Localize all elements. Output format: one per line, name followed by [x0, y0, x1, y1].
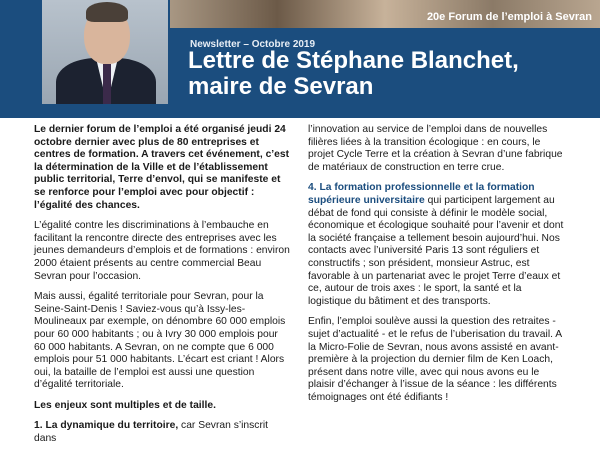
- point-4-title: 4. La formation professionnelle et la formation supérieure universitaire: [308, 182, 535, 206]
- portrait-hair: [86, 2, 128, 22]
- left-column: [34, 124, 292, 454]
- point-1: [34, 420, 292, 445]
- point-1-title: 1. La dynamique du territoire,: [34, 420, 179, 432]
- paragraph-territorial: Mais aussi, égalité territoriale pour Sevran, pour la Seine-Saint-Denis ! Saviez-vous qu’à Issy-les-Moulineaux par exemple, on dénombre 60 000 emplois pour 60 000 habitants ; ou à Ivry 30 000 emplois pour 60 000 habitants. A Sevran, on ne compte que 6 000 emplois pour 51 000 habitants. L’écart est criant ! Alors oui, la bataille de l’emploi est aussi une question d’égalité territoriale.: [34, 291, 286, 391]
- intro-paragraph: Le dernier forum de l’emploi a été organisé jeudi 24 octobre dernier avec plus de 80 entreprises et centres de formation. A travers cet événement, c’est la détermination de la Ville et de l’établissement public territorial, Terre d’envol, qui se manifeste et se renforce pour l’emploi avec pour objectif : l’égalité des chances.: [34, 124, 290, 211]
- newsletter-kicker: Newsletter – Octobre 2019: [190, 39, 316, 50]
- paragraph-equality: L’égalité contre les discriminations à l’embauche en facilitant la rencontre directe des entreprises avec les jeunes demandeurs d’emplois et de formations : environ 2000 étaient présents au centre commercial Beau Sevran pour l’occasion.: [34, 220, 290, 282]
- paragraph-innovation: l’innovation au service de l’emploi dans de nouvelles filières liées à la transition écologique : en cours, le projet Cycle Terre et la création à Sevran d’une fabrique de matériaux de construction en terre crue.: [308, 124, 563, 173]
- paragraph-retraites: Enfin, l’emploi soulève aussi la question des retraites - sujet d’actualité - et le refus de l’uberisation du travail. A la Micro-Folie de Sevran, nous avons assisté en avant-première à la projection du dernier film de Ken Loach, présent dans notre ville, avec qui nous avons eu le plaisir d’échanger à l’issue de la séance : les différents témoignages ont été édifiants !: [308, 316, 562, 403]
- right-column: [308, 124, 566, 412]
- mayor-portrait: [42, 0, 168, 104]
- header-banner: [0, 0, 600, 118]
- point-1-text: car Sevran s’inscrit dans: [34, 420, 269, 445]
- issues-heading: Les enjeux sont multiples et de taille.: [34, 399, 216, 411]
- page-title: Lettre de Stéphane Blanchet, maire de Sevran: [188, 47, 519, 100]
- portrait-tie: [103, 64, 111, 104]
- point-4: [308, 182, 566, 308]
- point-4-text: qui participent largement au débat de fond qui consiste à définir le modèle social, économique et écologique souhaité pour l’avenir et dont la société française a tellement besoin aujourd’hui. Nos contacts avec l’université Paris 13 sont réguliers et constructifs ; son président, monsieur Astruc, est favorable à un partenariat avec le projet Terre d’eaux et ce, autour de trois axes : le sport, la santé et la logistique du bâtiment et des transports.: [308, 194, 564, 307]
- photo-caption: 20e Forum de l’emploi à Sevran: [426, 11, 592, 23]
